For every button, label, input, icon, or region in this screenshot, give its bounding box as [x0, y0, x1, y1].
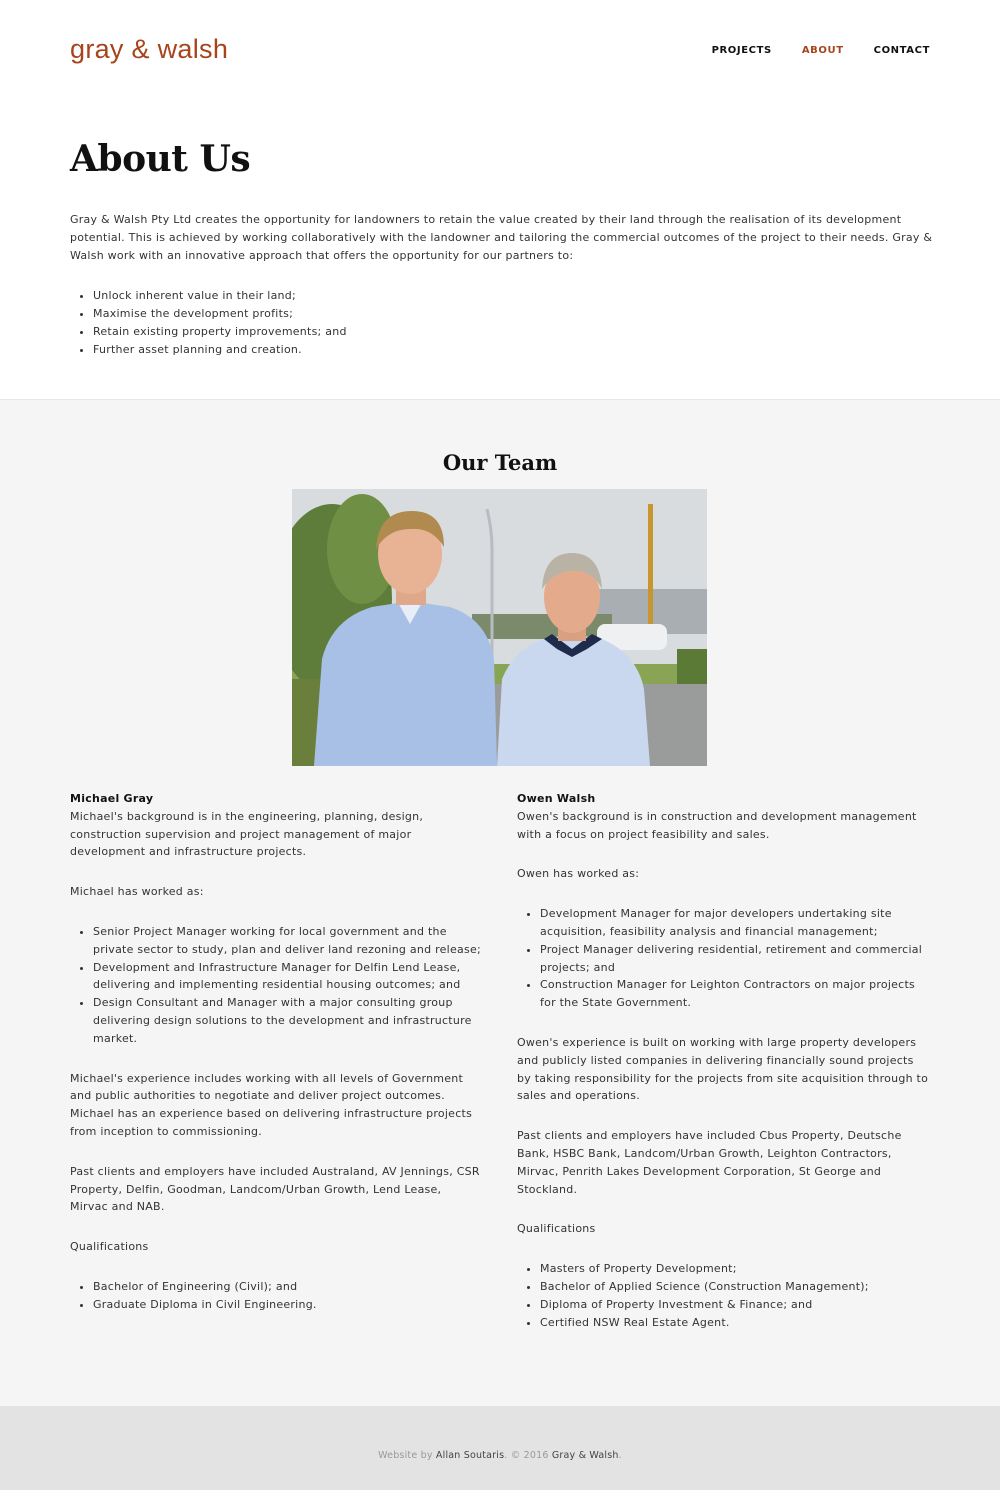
- list-item: • Senior Project Manager working for local government and the private sector to study, plan and deliver land rezoning and release;: [93, 923, 482, 959]
- list-item: • Certified NSW Real Estate Agent.: [540, 1314, 929, 1332]
- profile-background: Michael's background is in the engineering, planning, design, construction supervision and project management of major development and infrastructure projects.: [70, 809, 424, 859]
- profile-qualifications-label: Qualifications: [70, 1240, 149, 1254]
- about-benefits-list: [93, 287, 347, 359]
- profile-owen-walsh: [517, 790, 929, 1353]
- profile-worked-as: Michael has worked as:: [70, 885, 204, 899]
- nav-contact[interactable]: CONTACT: [873, 45, 930, 56]
- profile-qualifications-label: Qualifications: [517, 1222, 596, 1236]
- footer-author-link[interactable]: Allan Soutaris: [435, 1450, 505, 1461]
- team-section: [0, 399, 1000, 1406]
- list-item: • Maximise the development profits;: [93, 305, 347, 323]
- list-item: • Unlock inherent value in their land;: [93, 287, 347, 305]
- list-item: • Bachelor of Engineering (Civil); and: [93, 1278, 482, 1296]
- footer-suffix: .: [618, 1450, 622, 1461]
- profile-name: Michael Gray: [70, 792, 154, 805]
- team-photo: [292, 489, 707, 766]
- profile-name: Owen Walsh: [517, 792, 596, 805]
- list-item: • Retain existing property improvements; and: [93, 323, 347, 341]
- footer-prefix: Website by: [378, 1450, 433, 1461]
- site-footer: [0, 1406, 1000, 1490]
- list-item: • Development Manager for major developers undertaking site acquisition, feasibility analysis and financial management;: [540, 905, 929, 941]
- list-item: • Further asset planning and creation.: [93, 341, 347, 359]
- profile-worked-as: Owen has worked as:: [517, 867, 640, 881]
- list-item: • Graduate Diploma in Civil Engineering.: [93, 1296, 482, 1314]
- main-nav: [712, 45, 930, 56]
- list-item: • Diploma of Property Investment & Finance; and: [540, 1296, 929, 1314]
- profile-roles-list: [540, 905, 929, 1012]
- page-title: About Us: [70, 138, 251, 180]
- list-item: • Bachelor of Applied Science (Construction Management);: [540, 1278, 929, 1296]
- profile-michael-gray: [70, 790, 482, 1336]
- site-header: [0, 0, 1000, 100]
- profile-background: Owen's background is in construction and development management with a focus on project feasibility and sales.: [517, 809, 917, 841]
- list-item: • Construction Manager for Leighton Contractors on major projects for the State Government.: [540, 976, 929, 1012]
- footer-credit: [0, 1450, 1000, 1461]
- team-title: Our Team: [442, 450, 558, 475]
- profile-qualifications-list: [540, 1260, 929, 1331]
- profile-clients: Past clients and employers have included Australand, AV Jennings, CSR Property, Delfin, Goodman, Landcom/Urban Growth, Lend Lease, Mirvac and NAB.: [70, 1164, 480, 1214]
- profile-experience: Owen's experience is built on working with large property developers and publicly listed companies in delivering financially sound projects by taking responsibility for the projects from site acquisition through to sales and operations.: [517, 1035, 929, 1103]
- list-item: • Development and Infrastructure Manager for Delfin Lend Lease, delivering and implementing residential housing outcomes; and: [93, 959, 482, 995]
- profile-qualifications-list: [93, 1278, 482, 1314]
- about-section: [0, 100, 1000, 399]
- footer-company-link[interactable]: Gray & Walsh: [551, 1450, 619, 1461]
- list-item: • Masters of Property Development;: [540, 1260, 929, 1278]
- profile-clients: Past clients and employers have included Cbus Property, Deutsche Bank, HSBC Bank, Landcom/Urban Growth, Leighton Contractors, Mirvac, Penrith Lakes Development Corporation, St George and Stockland.: [517, 1129, 902, 1196]
- nav-about[interactable]: ABOUT: [801, 45, 844, 56]
- site-logo[interactable]: gray & walsh: [70, 34, 229, 64]
- about-intro: Gray & Walsh Pty Ltd creates the opportunity for landowners to retain the value created by their land through the realisation of its development potential. This is achieved by working collaboratively with the landowner and tailoring the commercial outcomes of the project to their needs. Gray & Walsh work with an innovative approach that offers the opportunity for our partners to:: [70, 213, 933, 262]
- list-item: • Project Manager delivering residential, retirement and commercial projects; and: [540, 941, 929, 977]
- profile-experience: Michael's experience includes working with all levels of Government and public authorities to negotiate and deliver project outcomes. Michael has an experience based on delivering infrastructure projects from inception to commissioning.: [70, 1071, 473, 1138]
- nav-projects[interactable]: PROJECTS: [711, 45, 772, 56]
- profile-roles-list: [93, 923, 482, 1048]
- list-item: • Design Consultant and Manager with a major consulting group delivering design solutions to the development and infrastructure market.: [93, 994, 482, 1047]
- footer-copyright: . © 2016: [504, 1450, 549, 1461]
